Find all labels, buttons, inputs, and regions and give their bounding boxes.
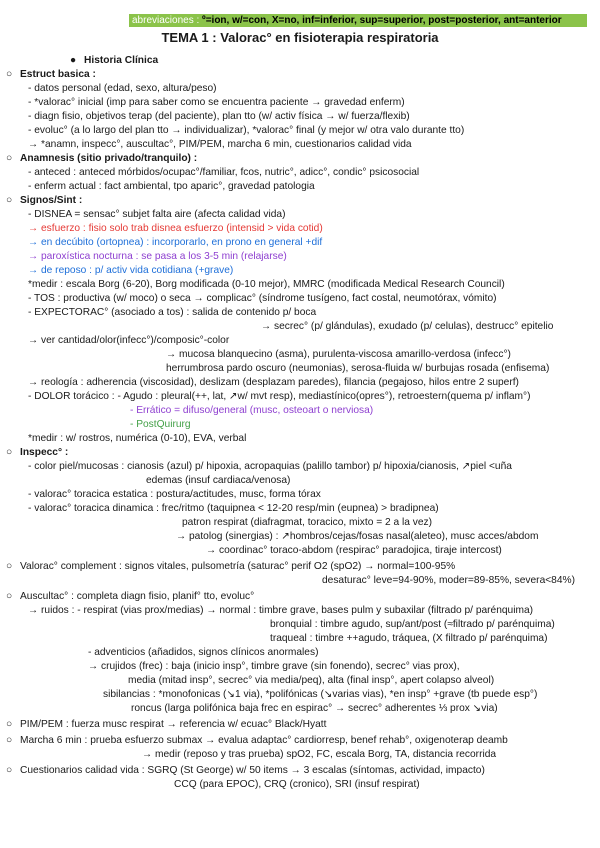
text-line: *medir : w/ rostros, numérica (0-10), EVA, verbal: [28, 433, 247, 444]
legend-item: ant=anterior: [503, 15, 562, 26]
section-auscultacion: ○ Auscultac° : completa diagn fisio, planif° tto, evoluc°: [6, 591, 255, 602]
legend-item: º=ion,: [202, 15, 230, 26]
circle-bullet-icon: ○: [6, 735, 13, 746]
circle-bullet-icon: ○: [6, 591, 13, 602]
text-line: *medir : escala Borg (6-20), Borg modificada (0-10 mejor), MMRC (modificada Medical Research Council): [28, 279, 505, 290]
text-line: → medir (reposo y tras prueba) spO2, FC, escala Borg, TA, distancia recorrida: [142, 749, 497, 760]
text-line: patron respirat (diafragmat, toracico, mixto = 2 a la vez): [182, 517, 432, 528]
circle-bullet-icon: ○: [6, 447, 13, 458]
text-line: herrumbrosa pardo oscuro (neumonias), serosa-fluida w/ burbujas rosada (enfisema): [166, 363, 550, 374]
circle-bullet-icon: ○: [6, 69, 13, 80]
text-line: CCQ (para EPOC), CRQ (cronico), SRI (insuf respirat): [174, 779, 420, 790]
section-inspeccion: ○ Inspecc° :: [6, 447, 69, 458]
section-pim-pem: ○ PIM/PEM : fuerza musc respirat → referencia w/ ecuac° Black/Hyatt: [6, 719, 327, 730]
bullet-icon: ●: [70, 55, 77, 66]
text-line: → reología : adherencia (viscosidad), deslizam (desplazam paredes), filancia (pegajoso, hilos entre 2 superf): [28, 377, 519, 388]
legend-label: abreviaciones :: [132, 15, 200, 26]
text-line: - adventicios (añadidos, signos clínicos anormales): [88, 647, 319, 658]
text-line: - *valorac° inicial (imp para saber como se encuentra paciente → gravedad enferm): [28, 97, 405, 108]
section-marcha: ○ Marcha 6 min : prueba esfuerzo submax → evalua adaptac° cardiorresp, benef rehab°, oxigenoterap deamb: [6, 735, 508, 746]
legend-item: post=posterior,: [428, 15, 501, 26]
page-title: TEMA 1 : Valorac° en fisioterapia respiratoria: [161, 30, 439, 45]
circle-bullet-icon: ○: [6, 195, 13, 206]
text-line: roncus (larga polifónica baja frec en espirac° → secrec° adherentes ⅓ prox ↘via): [131, 703, 498, 714]
circle-bullet-icon: ○: [6, 719, 13, 730]
text-line: - Errático = difuso/general (musc, osteoart o nerviosa): [130, 405, 374, 416]
text-line: sibilancias : *monofonicas (↘1 via), *polifónicas (↘varias vias), *en insp° +grave (tb puede esp°): [103, 689, 538, 700]
legend-item: X=no,: [271, 15, 300, 26]
text-line: → patolog (sinergias) : ↗hombros/cejas/fosas nasal(aleteo), musc acces/abdom: [176, 531, 539, 542]
abbreviations-legend: [129, 14, 587, 27]
text-line: → *anamn, inspecc°, auscultac°, PIM/PEM, marcha 6 min, cuestionarios calidad vida: [28, 139, 412, 150]
text-line: - EXPECTORAC° (asociado a tos) : salida de contenido p/ boca: [28, 307, 317, 318]
legend-item: sup=superior,: [359, 15, 426, 26]
text-line: → esfuerzo : fisio solo trab disnea esfuerzo (intensid > vida cotid): [28, 223, 323, 234]
legend-item: inf=inferior,: [302, 15, 357, 26]
text-line: → de reposo : p/ activ vida cotidiana (+grave): [28, 265, 234, 276]
section-cuestionarios: ○ Cuestionarios calidad vida : SGRQ (St George) w/ 50 items → 3 escalas (síntomas, actividad, impacto): [6, 765, 485, 776]
legend-item: w/=con,: [232, 15, 270, 26]
text-line: - enferm actual : fact ambiental, tpo aparic°, gravedad patologia: [28, 181, 315, 192]
text-line: media (mitad insp°, secrec° via media/peq), alta (final insp°, apert colapso alveol): [128, 675, 495, 686]
text-line: edemas (insuf cardiaca/venosa): [146, 475, 291, 486]
text-line: - TOS : productiva (w/ moco) o seca → complicac° (síndrome tusígeno, fact costal, neumotórax, vómito): [28, 293, 497, 304]
text-line: → ver cantidad/olor(infecc°)/composic°-color: [28, 335, 230, 346]
text-line: → en decúbito (ortopnea) : incorporarlo, en prono en general +dif: [28, 237, 323, 248]
text-line: → mucosa blanquecino (asma), purulenta-viscosa amarillo-verdosa (infecc°): [166, 349, 511, 360]
circle-bullet-icon: ○: [6, 561, 13, 572]
circle-bullet-icon: ○: [6, 765, 13, 776]
section-historia: ● Historia Clínica: [70, 55, 159, 66]
text-line: - diagn fisio, objetivos terap (del paciente), plan tto (w/ activ física → w/ fuerza/flexib): [28, 111, 410, 122]
text-line: - DISNEA = sensac° subjet falta aire (afecta calidad vida): [28, 209, 286, 220]
text-line: - color piel/mucosas : cianosis (azul) p/ hipoxia, acropaquias (palillo tambor) p/ hipoxia/cianosis, ↗piel <uña: [28, 461, 512, 472]
text-line: - valorac° toracica estatica : postura/actitudes, musc, forma tórax: [28, 489, 321, 500]
section-anamnesis: ○ Anamnesis (sitio privado/tranquilo) :: [6, 153, 198, 164]
text-line: - evoluc° (a lo largo del plan tto → individualizar), *valorac° final (y mejor w/ otra valo durante tto): [28, 125, 465, 136]
text-line: → paroxística nocturna : se pasa a los 3-5 min (relajarse): [28, 251, 287, 262]
text-line: → ruidos : - respirat (vias prox/medias) → normal : timbre grave, bases pulm y subaxilar (filtrado p/ parénquima): [28, 605, 534, 616]
circle-bullet-icon: ○: [6, 153, 13, 164]
text-line: - valorac° toracica dinamica : frec/ritmo (taquipnea < 12-20 resp/min (eupnea) > bradipnea): [28, 503, 439, 514]
text-line: desaturac° leve=94-90%, moder=89-85%, severa<84%): [322, 575, 575, 586]
text-line: → secrec° (p/ glándulas), exudado (p/ celulas), destrucc° epitelio: [261, 321, 554, 332]
text-line: traqueal : timbre ++agudo, tráquea, (X filtrado p/ parénquima): [270, 633, 548, 644]
text-line: - DOLOR torácico : - Agudo : pleural(++, lat, ↗w/ mvt resp), mediastínico(opres°), retroestern(quema p/ inflam°): [28, 391, 531, 402]
text-line: → crujidos (frec) : baja (inicio insp°, timbre grave (sin fonendo), secrec° vias prox),: [88, 661, 460, 672]
text-line: - datos personal (edad, sexo, altura/peso): [28, 83, 217, 94]
text-line: bronquial : timbre agudo, sup/ant/post (≈filtrado p/ parénquima): [270, 619, 555, 630]
text-line: → coordinac° toraco-abdom (respirac° paradojica, tiraje intercost): [206, 545, 502, 556]
section-estruct: ○ Estruct basica :: [6, 69, 96, 80]
section-valorac-complement: ○ Valorac° complement : signos vitales, pulsometría (saturac° perif O2 (spO2) → normal=100-95%: [6, 561, 456, 572]
section-signos: ○ Signos/Sint :: [6, 195, 83, 206]
text-line: - PostQuirurg: [130, 419, 191, 430]
text-line: - anteced : anteced mórbidos/ocupac°/familiar, fcos, nutric°, adicc°, condic° psicosocial: [28, 167, 420, 178]
